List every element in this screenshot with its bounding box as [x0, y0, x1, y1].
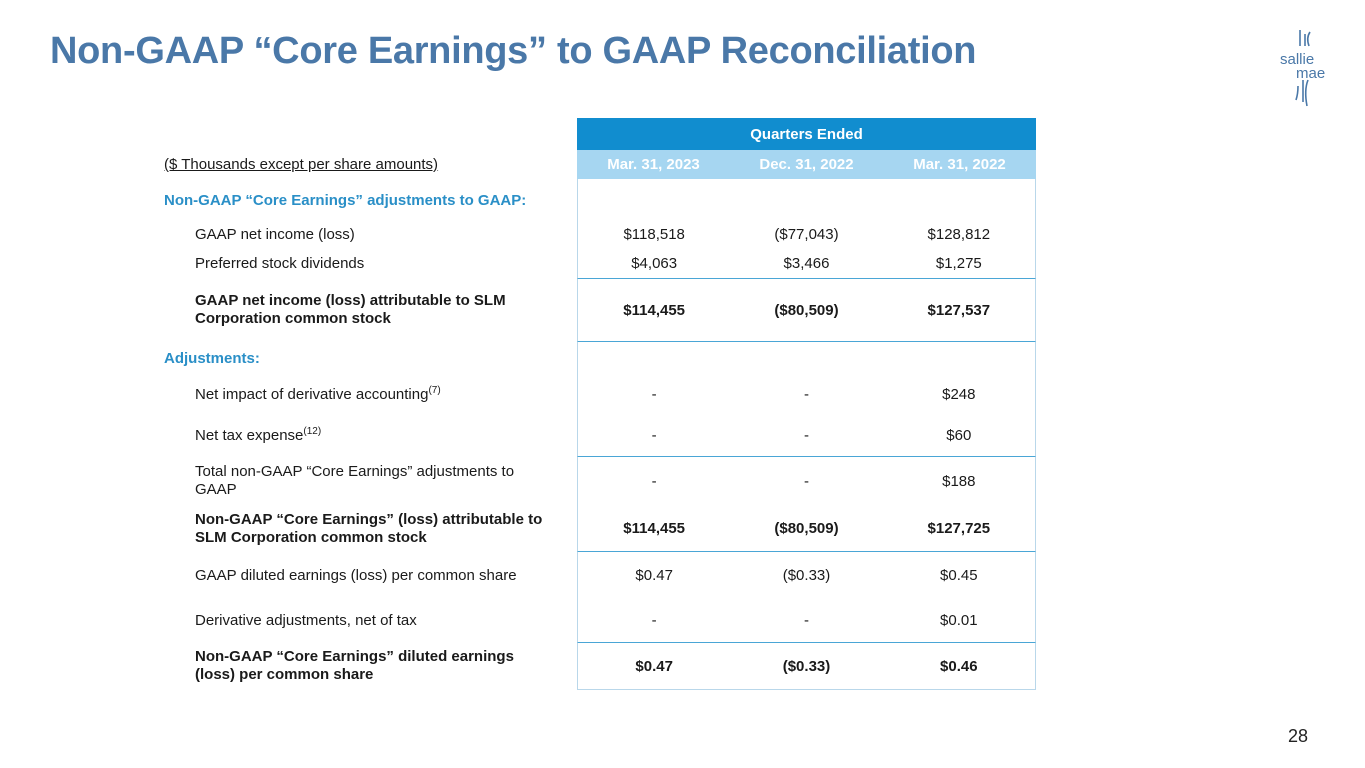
row-label: Derivative adjustments, net of tax	[195, 611, 417, 629]
cell: -	[651, 473, 657, 490]
row-label: GAAP diluted earnings (loss) per common share	[195, 566, 517, 584]
cell: $114,455	[623, 520, 686, 537]
row-label: Non-GAAP “Core Earnings” diluted earnings (loss) per common share	[195, 648, 514, 683]
cell: ($80,509)	[774, 301, 839, 319]
cell: -	[803, 426, 809, 444]
section-heading: Adjustments:	[164, 349, 260, 367]
row-label: GAAP net income (loss)	[195, 226, 355, 243]
cell: ($0.33)	[782, 566, 831, 584]
quarters-ended-header: Quarters Ended	[750, 125, 863, 143]
header-columns-row	[160, 150, 1036, 179]
cell: -	[803, 385, 809, 403]
cell: $248	[942, 385, 976, 403]
footnote-ref: (7)	[428, 385, 441, 396]
logo-line2: mae	[1296, 65, 1326, 82]
header-group-row	[160, 118, 1036, 150]
footnote-ref: (12)	[303, 426, 322, 437]
cell: -	[651, 426, 657, 444]
cell: ($80,509)	[774, 520, 839, 537]
cell: $0.46	[940, 657, 978, 675]
row-label-text: Net impact of derivative accounting	[195, 386, 429, 403]
cell: -	[651, 611, 657, 629]
section-heading: Non-GAAP “Core Earnings” adjustments to GAAP:	[164, 191, 527, 209]
cell: $1,275	[935, 254, 982, 272]
table-row	[160, 552, 1036, 598]
column-header: Mar. 31, 2023	[607, 156, 700, 173]
section-row	[160, 342, 1036, 374]
cell: $4,063	[631, 254, 678, 272]
row-label-text: Net tax expense	[195, 427, 304, 444]
cell: $0.01	[940, 611, 978, 629]
cell: $0.47	[635, 566, 673, 584]
logo-line1: sallie	[1280, 51, 1315, 68]
row-label	[160, 426, 577, 444]
table-row	[160, 248, 1036, 278]
column-header: Dec. 31, 2022	[759, 156, 854, 173]
cell: $0.45	[940, 566, 978, 584]
table-row-subtotal	[160, 278, 1036, 342]
cell: $114,455	[623, 301, 686, 319]
row-label: Total non-GAAP “Core Earnings” adjustments to GAAP	[195, 463, 515, 498]
cell: $60	[946, 426, 972, 444]
row-label	[160, 385, 577, 403]
table-row-total	[160, 642, 1036, 690]
cell: $188	[942, 473, 976, 490]
column-header: Mar. 31, 2022	[913, 156, 1006, 173]
row-label: Preferred stock dividends	[195, 254, 365, 272]
cell: $0.47	[635, 657, 673, 675]
section-row	[160, 179, 1036, 221]
cell: ($77,043)	[774, 226, 839, 243]
cell: $3,466	[783, 254, 830, 272]
table-row	[160, 374, 1036, 414]
row-label: GAAP net income (loss) attributable to SLM Corporation common stock	[195, 292, 506, 327]
cell: $127,725	[927, 520, 991, 537]
table-row	[160, 221, 1036, 248]
cell: $127,537	[927, 301, 991, 319]
cell: -	[803, 611, 809, 629]
reconciliation-table	[160, 118, 1036, 690]
cell: $118,518	[623, 226, 685, 243]
table-row	[160, 414, 1036, 456]
cell: -	[803, 473, 809, 490]
cell: $128,812	[927, 226, 991, 243]
table-row	[160, 456, 1036, 506]
page-title: Non-GAAP “Core Earnings” to GAAP Reconciliation	[50, 30, 977, 72]
table-row-total	[160, 506, 1036, 552]
cell: ($0.33)	[782, 657, 831, 675]
table-row	[160, 598, 1036, 642]
row-label: Non-GAAP “Core Earnings” (loss) attributable to SLM Corporation common stock	[195, 511, 543, 546]
page-number: 28	[1288, 726, 1309, 746]
cell: -	[651, 385, 657, 403]
sallie-mae-logo	[1276, 28, 1336, 108]
units-label: ($ Thousands except per share amounts)	[164, 156, 439, 173]
